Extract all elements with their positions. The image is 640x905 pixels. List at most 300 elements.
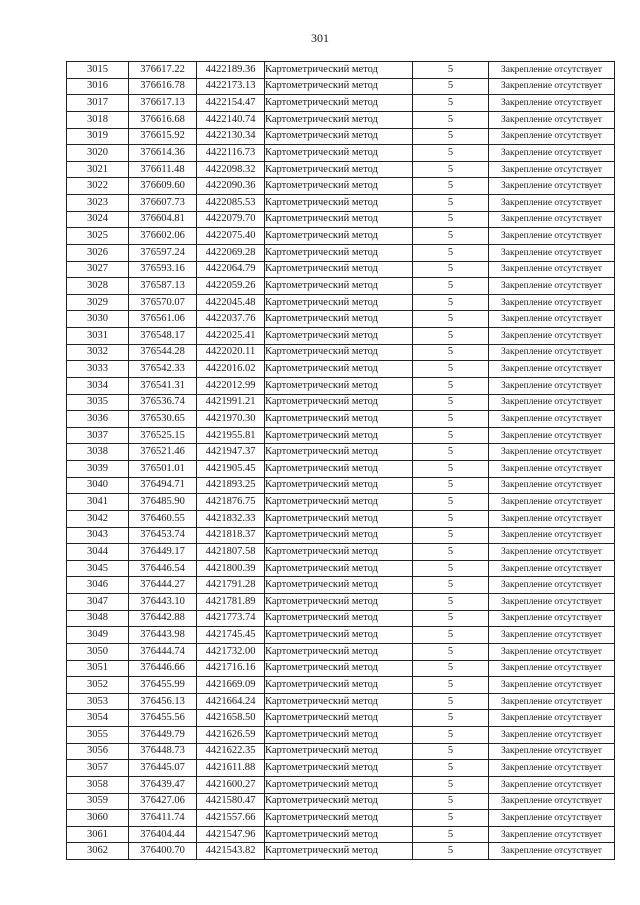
- y-coordinate-cell: 4422189.36: [197, 62, 265, 79]
- point-number-cell: 3026: [67, 244, 129, 261]
- table-row: [67, 527, 615, 544]
- table-row: [67, 643, 615, 660]
- accuracy-cell: 5: [413, 544, 489, 561]
- accuracy-cell: 5: [413, 211, 489, 228]
- accuracy-cell: 5: [413, 78, 489, 95]
- accuracy-cell: 5: [413, 477, 489, 494]
- fixing-description-cell: Закрепление отсутствует: [489, 211, 615, 228]
- x-coordinate-cell: 376460.55: [129, 510, 197, 527]
- accuracy-cell: 5: [413, 278, 489, 295]
- fixing-description-cell: Закрепление отсутствует: [489, 361, 615, 378]
- point-number-cell: 3051: [67, 660, 129, 677]
- accuracy-cell: 5: [413, 627, 489, 644]
- accuracy-cell: 5: [413, 111, 489, 128]
- method-cell: Картометрический метод: [265, 444, 413, 461]
- x-coordinate-cell: 376614.36: [129, 145, 197, 162]
- point-number-cell: 3039: [67, 461, 129, 478]
- table-row: [67, 145, 615, 162]
- table-row: [67, 627, 615, 644]
- y-coordinate-cell: 4421716.16: [197, 660, 265, 677]
- point-number-cell: 3031: [67, 328, 129, 345]
- point-number-cell: 3023: [67, 195, 129, 212]
- point-number-cell: 3050: [67, 643, 129, 660]
- accuracy-cell: 5: [413, 527, 489, 544]
- accuracy-cell: 5: [413, 577, 489, 594]
- y-coordinate-cell: 4422140.74: [197, 111, 265, 128]
- method-cell: Картометрический метод: [265, 776, 413, 793]
- x-coordinate-cell: 376442.88: [129, 610, 197, 627]
- point-number-cell: 3046: [67, 577, 129, 594]
- table-row: [67, 328, 615, 345]
- point-number-cell: 3055: [67, 727, 129, 744]
- fixing-description-cell: Закрепление отсутствует: [489, 710, 615, 727]
- table-row: [67, 677, 615, 694]
- x-coordinate-cell: 376615.92: [129, 128, 197, 145]
- x-coordinate-cell: 376446.54: [129, 560, 197, 577]
- fixing-description-cell: Закрепление отсутствует: [489, 427, 615, 444]
- fixing-description-cell: Закрепление отсутствует: [489, 394, 615, 411]
- fixing-description-cell: Закрепление отсутствует: [489, 826, 615, 843]
- fixing-description-cell: Закрепление отсутствует: [489, 328, 615, 345]
- y-coordinate-cell: 4421818.37: [197, 527, 265, 544]
- table-row: [67, 544, 615, 561]
- fixing-description-cell: Закрепление отсутствует: [489, 244, 615, 261]
- table-row: [67, 344, 615, 361]
- method-cell: Картометрический метод: [265, 743, 413, 760]
- table-row: [67, 660, 615, 677]
- point-number-cell: 3048: [67, 610, 129, 627]
- table-row: [67, 111, 615, 128]
- y-coordinate-cell: 4421622.35: [197, 743, 265, 760]
- y-coordinate-cell: 4421745.45: [197, 627, 265, 644]
- point-number-cell: 3056: [67, 743, 129, 760]
- x-coordinate-cell: 376485.90: [129, 494, 197, 511]
- table-row: [67, 760, 615, 777]
- y-coordinate-cell: 4421807.58: [197, 544, 265, 561]
- accuracy-cell: 5: [413, 244, 489, 261]
- y-coordinate-cell: 4422045.48: [197, 294, 265, 311]
- x-coordinate-cell: 376400.70: [129, 843, 197, 860]
- point-number-cell: 3058: [67, 776, 129, 793]
- method-cell: Картометрический метод: [265, 261, 413, 278]
- fixing-description-cell: Закрепление отсутствует: [489, 627, 615, 644]
- y-coordinate-cell: 4422012.99: [197, 377, 265, 394]
- accuracy-cell: 5: [413, 294, 489, 311]
- method-cell: Картометрический метод: [265, 577, 413, 594]
- point-number-cell: 3019: [67, 128, 129, 145]
- fixing-description-cell: Закрепление отсутствует: [489, 411, 615, 428]
- y-coordinate-cell: 4422130.34: [197, 128, 265, 145]
- method-cell: Картометрический метод: [265, 610, 413, 627]
- accuracy-cell: 5: [413, 95, 489, 112]
- point-number-cell: 3028: [67, 278, 129, 295]
- x-coordinate-cell: 376541.31: [129, 377, 197, 394]
- y-coordinate-cell: 4422098.32: [197, 161, 265, 178]
- fixing-description-cell: Закрепление отсутствует: [489, 510, 615, 527]
- table-row: [67, 427, 615, 444]
- point-number-cell: 3017: [67, 95, 129, 112]
- point-number-cell: 3061: [67, 826, 129, 843]
- fixing-description-cell: Закрепление отсутствует: [489, 228, 615, 245]
- point-number-cell: 3062: [67, 843, 129, 860]
- accuracy-cell: 5: [413, 826, 489, 843]
- method-cell: Картометрический метод: [265, 244, 413, 261]
- y-coordinate-cell: 4421547.96: [197, 826, 265, 843]
- fixing-description-cell: Закрепление отсутствует: [489, 128, 615, 145]
- accuracy-cell: 5: [413, 145, 489, 162]
- table-row: [67, 394, 615, 411]
- table-row: [67, 727, 615, 744]
- point-number-cell: 3022: [67, 178, 129, 195]
- table-row: [67, 261, 615, 278]
- point-number-cell: 3040: [67, 477, 129, 494]
- method-cell: Картометрический метод: [265, 394, 413, 411]
- x-coordinate-cell: 376446.66: [129, 660, 197, 677]
- fixing-description-cell: Закрепление отсутствует: [489, 444, 615, 461]
- accuracy-cell: 5: [413, 344, 489, 361]
- fixing-description-cell: Закрепление отсутствует: [489, 594, 615, 611]
- fixing-description-cell: Закрепление отсутствует: [489, 294, 615, 311]
- table-row: [67, 294, 615, 311]
- point-number-cell: 3020: [67, 145, 129, 162]
- accuracy-cell: 5: [413, 461, 489, 478]
- accuracy-cell: 5: [413, 261, 489, 278]
- point-number-cell: 3060: [67, 810, 129, 827]
- method-cell: Картометрический метод: [265, 145, 413, 162]
- coordinates-table-body: [67, 62, 615, 860]
- point-number-cell: 3016: [67, 78, 129, 95]
- accuracy-cell: 5: [413, 195, 489, 212]
- table-row: [67, 78, 615, 95]
- method-cell: Картометрический метод: [265, 62, 413, 79]
- method-cell: Картометрический метод: [265, 760, 413, 777]
- table-row: [67, 693, 615, 710]
- fixing-description-cell: Закрепление отсутствует: [489, 377, 615, 394]
- table-row: [67, 444, 615, 461]
- point-number-cell: 3024: [67, 211, 129, 228]
- accuracy-cell: 5: [413, 311, 489, 328]
- accuracy-cell: 5: [413, 776, 489, 793]
- method-cell: Картометрический метод: [265, 211, 413, 228]
- method-cell: Картометрический метод: [265, 643, 413, 660]
- y-coordinate-cell: 4421970.30: [197, 411, 265, 428]
- y-coordinate-cell: 4422075.40: [197, 228, 265, 245]
- method-cell: Картометрический метод: [265, 660, 413, 677]
- x-coordinate-cell: 376455.56: [129, 710, 197, 727]
- accuracy-cell: 5: [413, 411, 489, 428]
- point-number-cell: 3033: [67, 361, 129, 378]
- x-coordinate-cell: 376597.24: [129, 244, 197, 261]
- x-coordinate-cell: 376587.13: [129, 278, 197, 295]
- y-coordinate-cell: 4421664.24: [197, 693, 265, 710]
- fixing-description-cell: Закрепление отсутствует: [489, 311, 615, 328]
- method-cell: Картометрический метод: [265, 710, 413, 727]
- point-number-cell: 3032: [67, 344, 129, 361]
- fixing-description-cell: Закрепление отсутствует: [489, 461, 615, 478]
- method-cell: Картометрический метод: [265, 560, 413, 577]
- y-coordinate-cell: 4422173.13: [197, 78, 265, 95]
- x-coordinate-cell: 376453.74: [129, 527, 197, 544]
- fixing-description-cell: Закрепление отсутствует: [489, 494, 615, 511]
- x-coordinate-cell: 376449.79: [129, 727, 197, 744]
- table-row: [67, 710, 615, 727]
- accuracy-cell: 5: [413, 594, 489, 611]
- point-number-cell: 3053: [67, 693, 129, 710]
- y-coordinate-cell: 4422037.76: [197, 311, 265, 328]
- point-number-cell: 3018: [67, 111, 129, 128]
- x-coordinate-cell: 376448.73: [129, 743, 197, 760]
- x-coordinate-cell: 376501.01: [129, 461, 197, 478]
- point-number-cell: 3054: [67, 710, 129, 727]
- accuracy-cell: 5: [413, 793, 489, 810]
- fixing-description-cell: Закрепление отсутствует: [489, 776, 615, 793]
- point-number-cell: 3052: [67, 677, 129, 694]
- x-coordinate-cell: 376616.68: [129, 111, 197, 128]
- y-coordinate-cell: 4422016.02: [197, 361, 265, 378]
- accuracy-cell: 5: [413, 760, 489, 777]
- x-coordinate-cell: 376593.16: [129, 261, 197, 278]
- x-coordinate-cell: 376449.17: [129, 544, 197, 561]
- method-cell: Картометрический метод: [265, 627, 413, 644]
- y-coordinate-cell: 4421955.81: [197, 427, 265, 444]
- method-cell: Картометрический метод: [265, 111, 413, 128]
- method-cell: Картометрический метод: [265, 510, 413, 527]
- table-row: [67, 477, 615, 494]
- x-coordinate-cell: 376561.06: [129, 311, 197, 328]
- y-coordinate-cell: 4421991.21: [197, 394, 265, 411]
- point-number-cell: 3038: [67, 444, 129, 461]
- table-row: [67, 461, 615, 478]
- fixing-description-cell: Закрепление отсутствует: [489, 727, 615, 744]
- fixing-description-cell: Закрепление отсутствует: [489, 793, 615, 810]
- fixing-description-cell: Закрепление отсутствует: [489, 693, 615, 710]
- y-coordinate-cell: 4421876.75: [197, 494, 265, 511]
- method-cell: Картометрический метод: [265, 843, 413, 860]
- fixing-description-cell: Закрепление отсутствует: [489, 261, 615, 278]
- accuracy-cell: 5: [413, 427, 489, 444]
- y-coordinate-cell: 4421611.88: [197, 760, 265, 777]
- x-coordinate-cell: 376536.74: [129, 394, 197, 411]
- y-coordinate-cell: 4422025.41: [197, 328, 265, 345]
- method-cell: Картометрический метод: [265, 78, 413, 95]
- accuracy-cell: 5: [413, 178, 489, 195]
- method-cell: Картометрический метод: [265, 311, 413, 328]
- accuracy-cell: 5: [413, 743, 489, 760]
- fixing-description-cell: Закрепление отсутствует: [489, 610, 615, 627]
- method-cell: Картометрический метод: [265, 294, 413, 311]
- y-coordinate-cell: 4421905.45: [197, 461, 265, 478]
- x-coordinate-cell: 376617.13: [129, 95, 197, 112]
- x-coordinate-cell: 376404.44: [129, 826, 197, 843]
- x-coordinate-cell: 376411.74: [129, 810, 197, 827]
- accuracy-cell: 5: [413, 843, 489, 860]
- accuracy-cell: 5: [413, 660, 489, 677]
- x-coordinate-cell: 376456.13: [129, 693, 197, 710]
- fixing-description-cell: Закрепление отсутствует: [489, 743, 615, 760]
- x-coordinate-cell: 376494.71: [129, 477, 197, 494]
- point-number-cell: 3049: [67, 627, 129, 644]
- x-coordinate-cell: 376611.48: [129, 161, 197, 178]
- accuracy-cell: 5: [413, 510, 489, 527]
- fixing-description-cell: Закрепление отсутствует: [489, 161, 615, 178]
- x-coordinate-cell: 376525.15: [129, 427, 197, 444]
- y-coordinate-cell: 4421580.47: [197, 793, 265, 810]
- x-coordinate-cell: 376570.07: [129, 294, 197, 311]
- method-cell: Картометрический метод: [265, 477, 413, 494]
- method-cell: Картометрический метод: [265, 494, 413, 511]
- x-coordinate-cell: 376530.65: [129, 411, 197, 428]
- point-number-cell: 3034: [67, 377, 129, 394]
- x-coordinate-cell: 376604.81: [129, 211, 197, 228]
- table-row: [67, 776, 615, 793]
- x-coordinate-cell: 376444.74: [129, 643, 197, 660]
- page-number: 301: [311, 31, 329, 45]
- point-number-cell: 3042: [67, 510, 129, 527]
- accuracy-cell: 5: [413, 610, 489, 627]
- fixing-description-cell: Закрепление отсутствует: [489, 95, 615, 112]
- x-coordinate-cell: 376427.06: [129, 793, 197, 810]
- table-row: [67, 843, 615, 860]
- table-row: [67, 178, 615, 195]
- fixing-description-cell: Закрепление отсутствует: [489, 145, 615, 162]
- fixing-description-cell: Закрепление отсутствует: [489, 677, 615, 694]
- fixing-description-cell: Закрепление отсутствует: [489, 560, 615, 577]
- table-row: [67, 793, 615, 810]
- table-row: [67, 161, 615, 178]
- y-coordinate-cell: 4421600.27: [197, 776, 265, 793]
- point-number-cell: 3057: [67, 760, 129, 777]
- x-coordinate-cell: 376609.60: [129, 178, 197, 195]
- fixing-description-cell: Закрепление отсутствует: [489, 111, 615, 128]
- method-cell: Картометрический метод: [265, 727, 413, 744]
- accuracy-cell: 5: [413, 394, 489, 411]
- y-coordinate-cell: 4421773.74: [197, 610, 265, 627]
- fixing-description-cell: Закрепление отсутствует: [489, 78, 615, 95]
- table-row: [67, 244, 615, 261]
- y-coordinate-cell: 4421626.59: [197, 727, 265, 744]
- y-coordinate-cell: 4421669.09: [197, 677, 265, 694]
- point-number-cell: 3041: [67, 494, 129, 511]
- table-row: [67, 211, 615, 228]
- point-number-cell: 3025: [67, 228, 129, 245]
- table-row: [67, 95, 615, 112]
- point-number-cell: 3035: [67, 394, 129, 411]
- accuracy-cell: 5: [413, 62, 489, 79]
- method-cell: Картометрический метод: [265, 677, 413, 694]
- point-number-cell: 3045: [67, 560, 129, 577]
- fixing-description-cell: Закрепление отсутствует: [489, 544, 615, 561]
- method-cell: Картометрический метод: [265, 344, 413, 361]
- y-coordinate-cell: 4421557.66: [197, 810, 265, 827]
- method-cell: Картометрический метод: [265, 693, 413, 710]
- table-row: [67, 810, 615, 827]
- fixing-description-cell: Закрепление отсутствует: [489, 477, 615, 494]
- method-cell: Картометрический метод: [265, 195, 413, 212]
- fixing-description-cell: Закрепление отсутствует: [489, 527, 615, 544]
- method-cell: Картометрический метод: [265, 228, 413, 245]
- method-cell: Картометрический метод: [265, 128, 413, 145]
- x-coordinate-cell: 376444.27: [129, 577, 197, 594]
- method-cell: Картометрический метод: [265, 461, 413, 478]
- method-cell: Картометрический метод: [265, 427, 413, 444]
- y-coordinate-cell: 4421800.39: [197, 560, 265, 577]
- table-row: [67, 62, 615, 79]
- table-row: [67, 278, 615, 295]
- accuracy-cell: 5: [413, 560, 489, 577]
- fixing-description-cell: Закрепление отсутствует: [489, 810, 615, 827]
- accuracy-cell: 5: [413, 710, 489, 727]
- method-cell: Картометрический метод: [265, 178, 413, 195]
- table-row: [67, 510, 615, 527]
- method-cell: Картометрический метод: [265, 826, 413, 843]
- method-cell: Картометрический метод: [265, 377, 413, 394]
- method-cell: Картометрический метод: [265, 278, 413, 295]
- fixing-description-cell: Закрепление отсутствует: [489, 843, 615, 860]
- accuracy-cell: 5: [413, 677, 489, 694]
- method-cell: Картометрический метод: [265, 161, 413, 178]
- fixing-description-cell: Закрепление отсутствует: [489, 178, 615, 195]
- x-coordinate-cell: 376542.33: [129, 361, 197, 378]
- method-cell: Картометрический метод: [265, 361, 413, 378]
- y-coordinate-cell: 4422116.73: [197, 145, 265, 162]
- x-coordinate-cell: 376607.73: [129, 195, 197, 212]
- method-cell: Картометрический метод: [265, 527, 413, 544]
- table-row: [67, 610, 615, 627]
- method-cell: Картометрический метод: [265, 411, 413, 428]
- y-coordinate-cell: 4421781.89: [197, 594, 265, 611]
- table-row: [67, 560, 615, 577]
- accuracy-cell: 5: [413, 810, 489, 827]
- fixing-description-cell: Закрепление отсутствует: [489, 760, 615, 777]
- coordinates-table: [66, 61, 615, 860]
- accuracy-cell: 5: [413, 377, 489, 394]
- accuracy-cell: 5: [413, 128, 489, 145]
- y-coordinate-cell: 4422020.11: [197, 344, 265, 361]
- y-coordinate-cell: 4422064.79: [197, 261, 265, 278]
- method-cell: Картометрический метод: [265, 594, 413, 611]
- y-coordinate-cell: 4421791.28: [197, 577, 265, 594]
- y-coordinate-cell: 4421893.25: [197, 477, 265, 494]
- y-coordinate-cell: 4422090.36: [197, 178, 265, 195]
- table-row: [67, 228, 615, 245]
- method-cell: Картометрический метод: [265, 328, 413, 345]
- accuracy-cell: 5: [413, 161, 489, 178]
- y-coordinate-cell: 4422069.28: [197, 244, 265, 261]
- table-row: [67, 361, 615, 378]
- x-coordinate-cell: 376616.78: [129, 78, 197, 95]
- fixing-description-cell: Закрепление отсутствует: [489, 344, 615, 361]
- table-row: [67, 743, 615, 760]
- point-number-cell: 3043: [67, 527, 129, 544]
- table-row: [67, 826, 615, 843]
- x-coordinate-cell: 376439.47: [129, 776, 197, 793]
- point-number-cell: 3027: [67, 261, 129, 278]
- point-number-cell: 3037: [67, 427, 129, 444]
- y-coordinate-cell: 4421947.37: [197, 444, 265, 461]
- y-coordinate-cell: 4422059.26: [197, 278, 265, 295]
- fixing-description-cell: Закрепление отсутствует: [489, 195, 615, 212]
- x-coordinate-cell: 376602.06: [129, 228, 197, 245]
- x-coordinate-cell: 376544.28: [129, 344, 197, 361]
- accuracy-cell: 5: [413, 444, 489, 461]
- point-number-cell: 3044: [67, 544, 129, 561]
- x-coordinate-cell: 376443.98: [129, 627, 197, 644]
- fixing-description-cell: Закрепление отсутствует: [489, 643, 615, 660]
- method-cell: Картометрический метод: [265, 810, 413, 827]
- x-coordinate-cell: 376617.22: [129, 62, 197, 79]
- accuracy-cell: 5: [413, 643, 489, 660]
- table-row: [67, 311, 615, 328]
